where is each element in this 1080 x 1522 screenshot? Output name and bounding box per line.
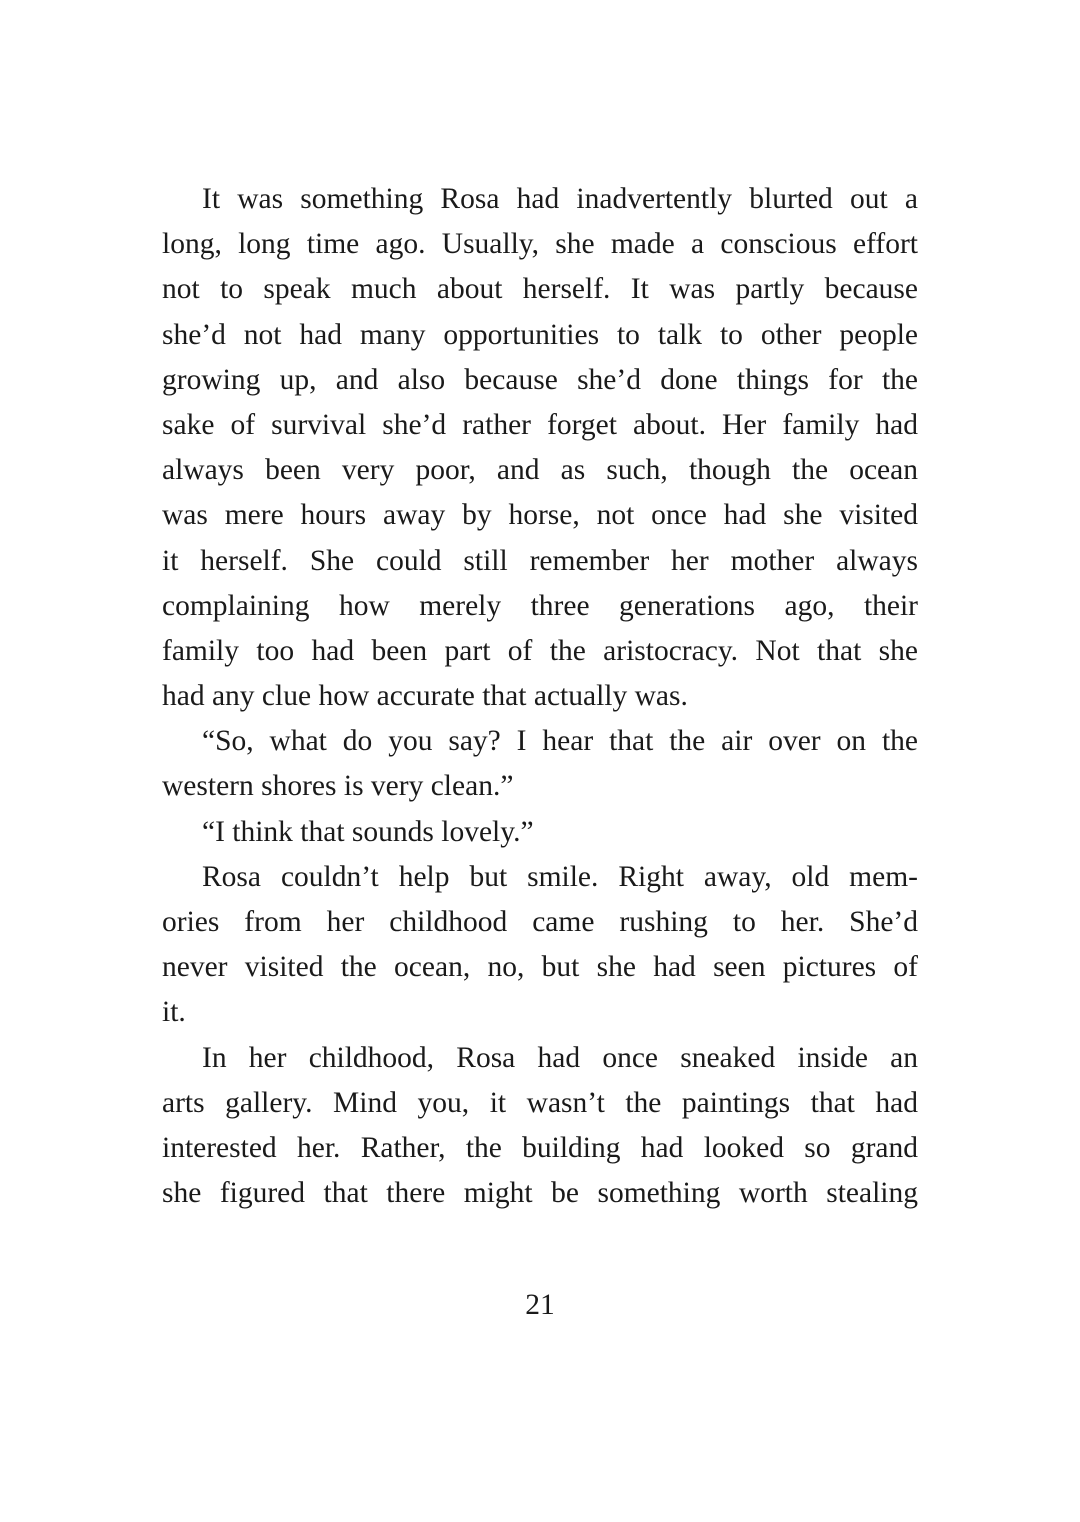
text-line: it herself. She could still remember her mother always (162, 544, 918, 577)
text-line: was mere hours away by horse, not once had she visited (162, 499, 918, 532)
text-line: “I think that sounds lovely.” (202, 815, 534, 848)
text-line: ories from her childhood came rushing to her. She’d (162, 906, 918, 938)
text-line: growing up, and also because she’d done things for the (162, 363, 918, 396)
text-line: family too had been part of the aristocracy. Not that she (162, 634, 918, 667)
text-line: In her childhood, Rosa had once sneaked inside an (202, 1041, 918, 1074)
text-line: Rosa couldn’t help but smile. Right away, old mem- (202, 860, 918, 893)
text-line: always been very poor, and as such, though the ocean (162, 454, 918, 487)
page-number: 21 (525, 1289, 555, 1321)
text-line: complaining how merely three generations ago, their (162, 589, 918, 622)
text-line: “So, what do you say? I hear that the air over on the (202, 725, 918, 758)
text-line: she’d not had many opportunities to talk to other people (162, 318, 918, 351)
text-line: she figured that there might be something worth stealing (162, 1177, 918, 1210)
text-line: interested her. Rather, the building had looked so grand (162, 1131, 918, 1164)
text-line: sake of survival she’d rather forget about. Her family had (162, 408, 918, 441)
body-text (162, 177, 918, 1216)
text-line: not to speak much about herself. It was partly because (162, 273, 918, 306)
text-line: It was something Rosa had inadvertently blurted out a (202, 183, 918, 215)
text-line: it. (162, 996, 186, 1029)
text-line: had any clue how accurate that actually was. (162, 680, 688, 713)
text-line: arts gallery. Mind you, it wasn’t the paintings that had (162, 1086, 918, 1119)
text-line: western shores is very clean.” (162, 770, 514, 803)
text-line: never visited the ocean, no, but she had seen pictures of (162, 951, 918, 984)
text-line: long, long time ago. Usually, she made a conscious effort (162, 228, 918, 261)
